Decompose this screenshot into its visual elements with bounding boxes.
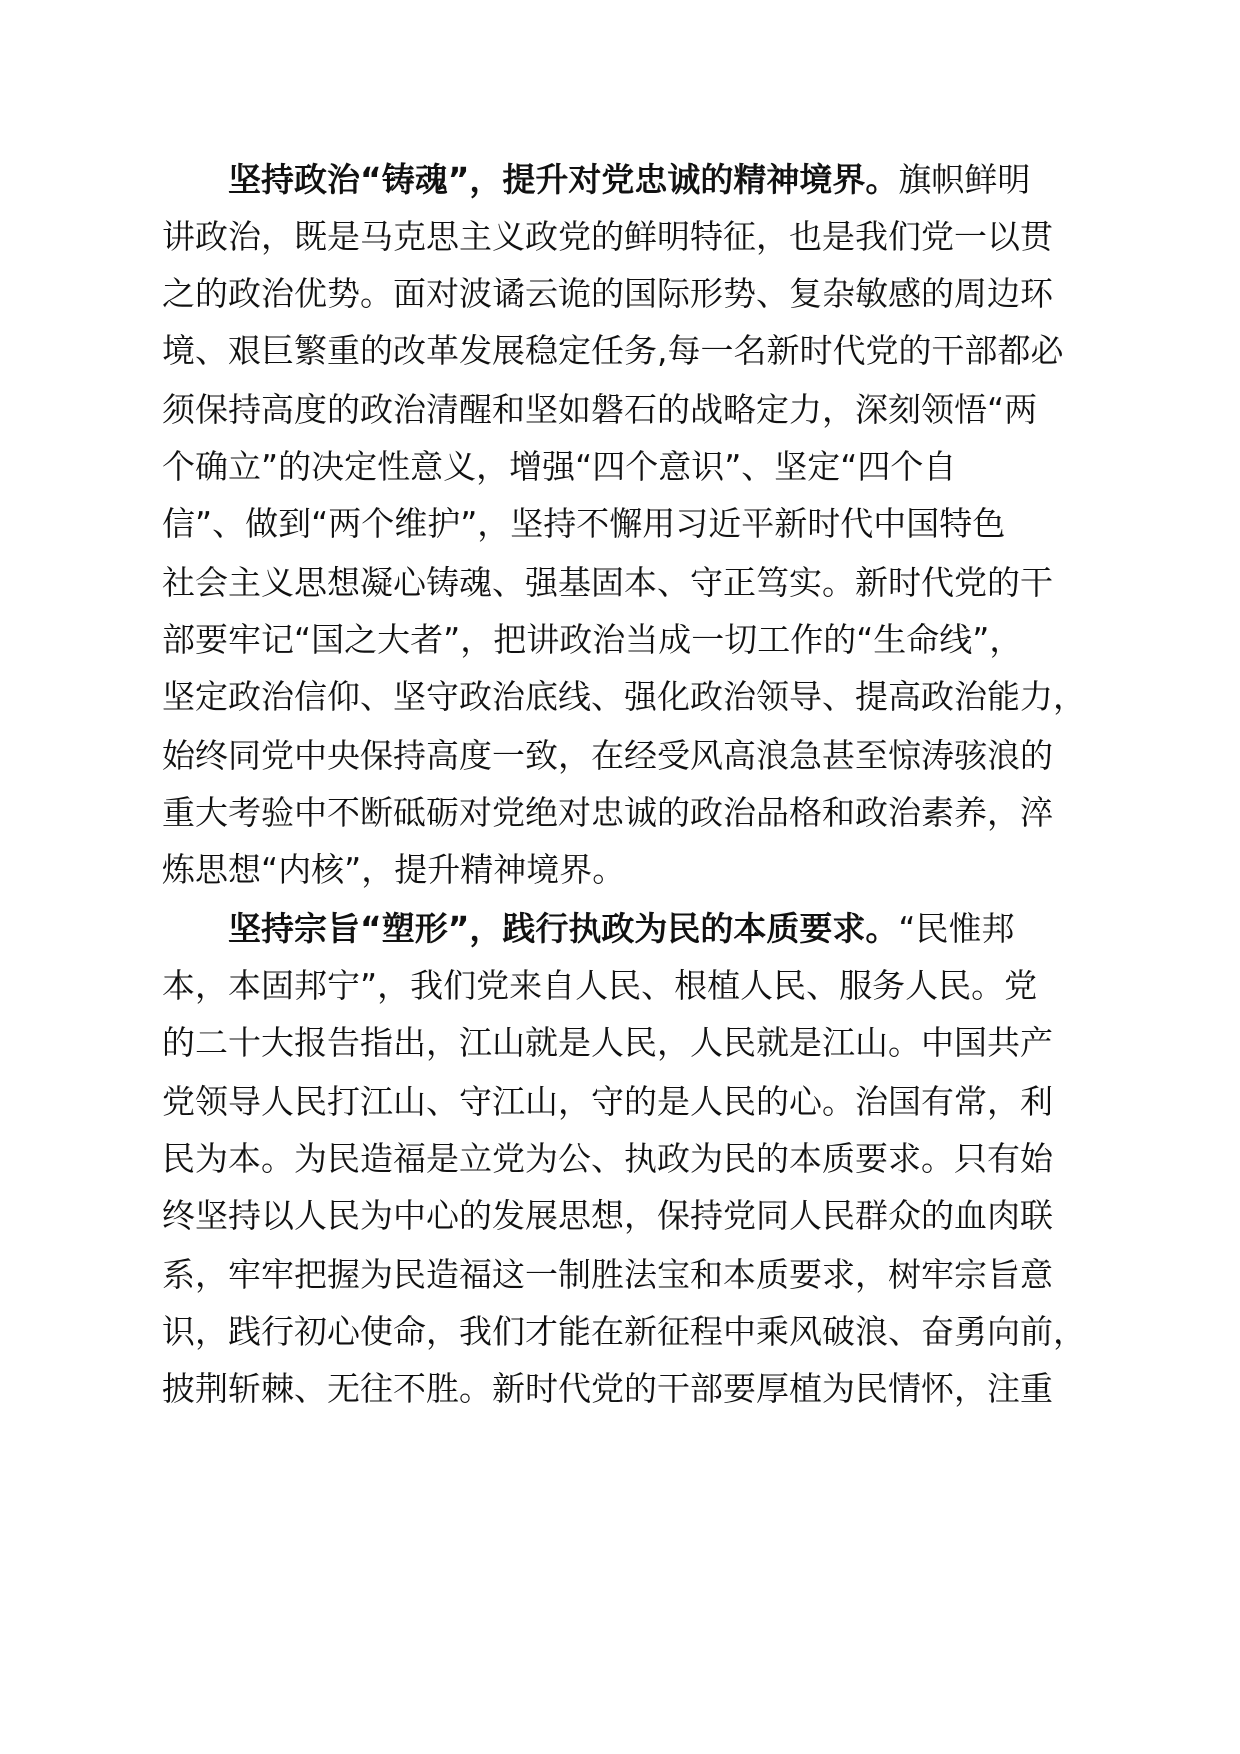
paragraph-1-line-1 bbox=[228, 160, 1030, 200]
paragraph-2-line-1 bbox=[228, 909, 1015, 949]
paragraph-1-lead: 坚持政治“铸魂”，提升对党忠诚的精神境界。 bbox=[228, 160, 899, 199]
paragraph-1-line-7: 信”、做到“两个维护”，坚持不懈用习近平新时代中国特色 bbox=[162, 504, 1006, 543]
paragraph-2-line-7: 系，牢牢把握为民造福这一制胜法宝和本质要求，树牢宗旨意 bbox=[162, 1255, 1053, 1294]
paragraph-1-line-2: 讲政治，既是马克思主义政党的鲜明特征，也是我们党一以贯 bbox=[162, 217, 1053, 256]
paragraph-1-line-9: 部要牢记“国之大者”，把讲政治当成一切工作的“生命线”， bbox=[162, 620, 1023, 659]
paragraph-2-lead: 坚持宗旨“塑形”，践行执政为民的本质要求。 bbox=[228, 909, 899, 948]
paragraph-2-line-2: 本，本固邦宁”，我们党来自人民、根植人民、服务人民。党 bbox=[162, 966, 1038, 1005]
paragraph-1-line-1-text: 旗帜鲜明 bbox=[898, 160, 1031, 199]
paragraph-2-line-3: 的二十大报告指出，江山就是人民，人民就是江山。中国共产 bbox=[162, 1023, 1053, 1062]
paragraph-2-line-5: 民为本。为民造福是立党为公、执政为民的本质要求。只有始 bbox=[162, 1139, 1053, 1178]
paragraph-1-line-10: 坚定政治信仰、坚守政治底线、强化政治领导、提高政治能力， bbox=[162, 677, 1086, 716]
paragraph-1-line-12: 重大考验中不断砥砺对党绝对忠诚的政治品格和政治素养，淬 bbox=[162, 793, 1053, 832]
paragraph-1-line-11: 始终同党中央保持高度一致，在经受风高浪急甚至惊涛骇浪的 bbox=[162, 736, 1053, 775]
paragraph-2-line-9: 披荆斩棘、无往不胜。新时代党的干部要厚植为民情怀，注重 bbox=[162, 1369, 1053, 1408]
paragraph-2-line-6: 终坚持以人民为中心的发展思想，保持党同人民群众的血肉联 bbox=[162, 1196, 1053, 1235]
paragraph-1-line-3: 之的政治优势。面对波谲云诡的国际形势、复杂敏感的周边环 bbox=[162, 274, 1053, 313]
paragraph-1-line-5: 须保持高度的政治清醒和坚如磐石的战略定力，深刻领悟“两 bbox=[162, 390, 1038, 429]
paragraph-1-line-4: 境、艰巨繁重的改革发展稳定任务,每一名新时代党的干部都必 bbox=[162, 331, 1064, 370]
paragraph-2-line-8: 识，践行初心使命，我们才能在新征程中乘风破浪、奋勇向前， bbox=[162, 1312, 1086, 1351]
paragraph-1-line-6: 个确立”的决定性意义，增强“四个意识”、坚定“四个自 bbox=[162, 447, 957, 486]
paragraph-2-line-4: 党领导人民打江山、守江山，守的是人民的心。治国有常，利 bbox=[162, 1082, 1053, 1121]
paragraph-2-line-1-text: “民惟邦 bbox=[898, 909, 1015, 948]
paragraph-1-line-8: 社会主义思想凝心铸魂、强基固本、守正笃实。新时代党的干 bbox=[162, 563, 1053, 602]
paragraph-1-line-13: 炼思想“内核”，提升精神境界。 bbox=[162, 850, 626, 889]
